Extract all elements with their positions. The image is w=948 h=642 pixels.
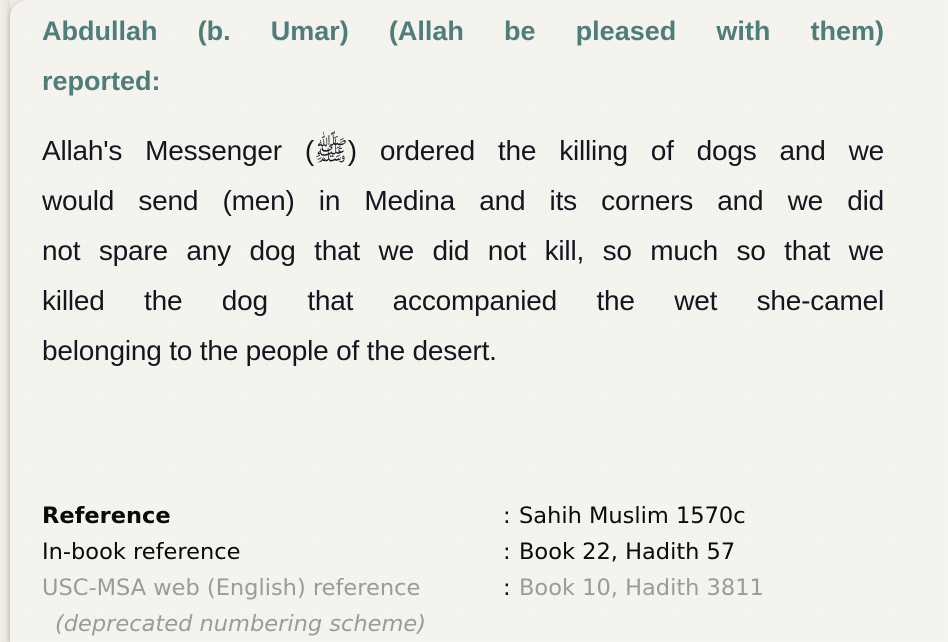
reference-separator: : — [503, 539, 511, 565]
narrator-line: Abdullah (b. Umar) (Allah be pleased with them) — [42, 16, 884, 46]
reference-label: USC-MSA web (English) reference — [42, 575, 421, 601]
reference-value: Sahih Muslim 1570c — [519, 503, 746, 529]
reference-value: Book 22, Hadith 57 — [519, 539, 736, 565]
hadith-text-line: not spare any dog that we did not kill, so much so that we — [42, 235, 884, 266]
deprecated-note: (deprecated numbering scheme) — [55, 611, 427, 637]
hadith-panel — [10, 0, 948, 642]
hadith-text-line: belonging to the people of the desert. — [42, 335, 497, 366]
reference-row — [42, 498, 884, 534]
reference-value: Book 10, Hadith 3811 — [519, 575, 764, 601]
hadith-body — [42, 126, 884, 376]
hadith-text-line: Allah's Messenger (ﷺ) ordered the killing of dogs and we — [42, 135, 885, 166]
reference-label: Reference — [42, 503, 171, 529]
hadith-text-line: killed the dog that accompanied the wet she-camel — [42, 285, 884, 316]
reference-label: In-book reference — [42, 539, 241, 565]
reference-row — [42, 534, 884, 570]
reference-row — [42, 570, 884, 606]
hadith-text-line: would send (men) in Medina and its corners and we did — [42, 185, 884, 216]
narrator-heading — [42, 6, 884, 106]
reference-table — [42, 498, 884, 642]
reference-separator: : — [503, 503, 511, 529]
narrator-line: reported: — [42, 66, 161, 96]
reference-separator: : — [503, 575, 511, 601]
page-edge — [0, 0, 10, 642]
